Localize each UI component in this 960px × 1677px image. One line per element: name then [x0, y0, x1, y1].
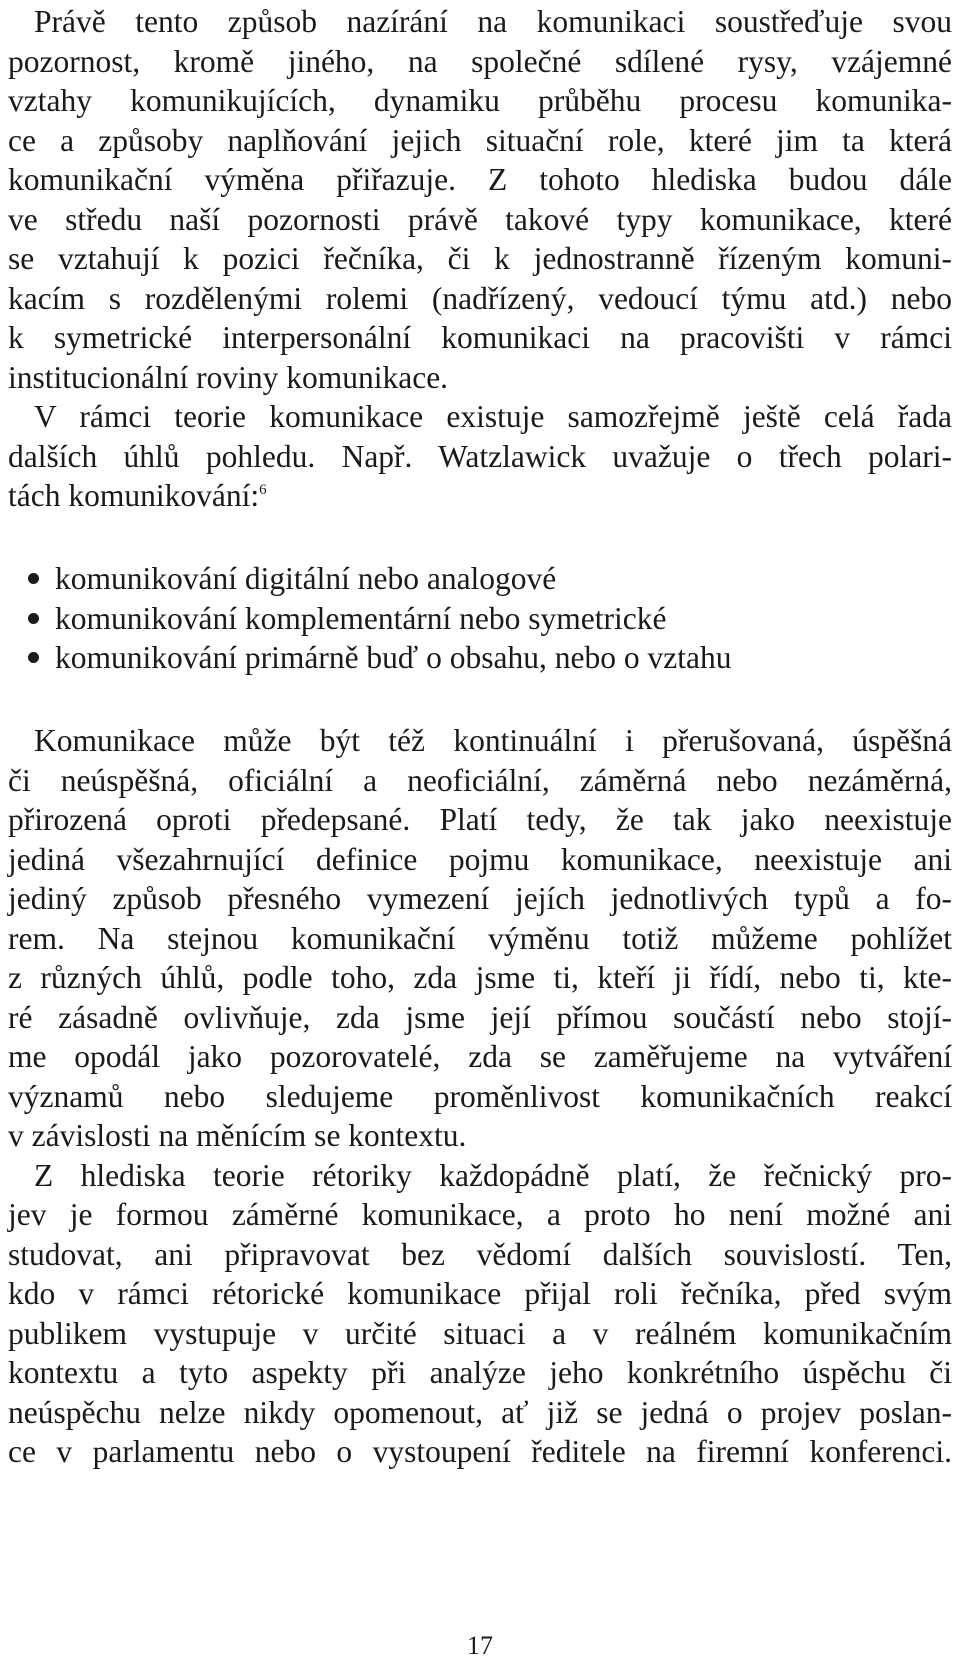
- list-item-text: komunikování primárně buď o obsahu, nebo o vztahu: [55, 640, 732, 675]
- text-line: Z hlediska teorie rétoriky každopádně platí, že řečnický pro-: [34, 1158, 952, 1193]
- text-line: z různých úhlů, podle toho, zda jsme ti, kteří ji řídí, nebo ti, kte-: [8, 960, 952, 995]
- bullet-icon: [28, 613, 39, 624]
- text-line: vztahy komunikujících, dynamiku průběhu procesu komunika-: [8, 83, 952, 118]
- text-line: neúspěchu nelze nikdy opomenout, ať již se jedná o projev poslan-: [8, 1395, 952, 1430]
- text-line: či neúspěšná, oficiální a neoficiální, záměrná nebo nezáměrná,: [8, 763, 952, 798]
- text-line: kontextu a tyto aspekty při analýze jeho konkrétního úspěchu či: [8, 1355, 952, 1390]
- page-number: 17: [467, 1631, 493, 1660]
- text-line: publikem vystupuje v určité situaci a v reálném komunikačním: [8, 1316, 952, 1351]
- text-line: jev je formou záměrné komunikace, a proto ho není možné ani: [8, 1197, 952, 1232]
- text-line: významů nebo sledujeme proměnlivost komunikačních reakcí: [8, 1079, 952, 1114]
- text-line: komunikační výměna přiřazuje. Z tohoto hlediska budou dále: [8, 162, 952, 197]
- text-line: me opodál jako pozorovatelé, zda se zaměřujeme na vytváření: [8, 1039, 952, 1074]
- text-line: V rámci teorie komunikace existuje samozřejmě ještě celá řada: [34, 399, 952, 434]
- bullet-icon: [28, 573, 39, 584]
- text-line: Komunikace může být též kontinuální i přerušovaná, úspěšná: [34, 723, 952, 758]
- text-line: [8, 474, 952, 518]
- text-line: ve středu naší pozornosti právě takové typy komunikace, které: [8, 202, 952, 237]
- text-line: v závislosti na měnícím se kontextu.: [8, 1118, 467, 1153]
- text-line-content: tách komunikování:: [8, 478, 260, 513]
- text-line: kacím s rozdělenými rolemi (nadřízený, vedoucí týmu atd.) nebo: [8, 281, 952, 316]
- list-item: [8, 636, 731, 680]
- text-line: ce a způsoby naplňování jejich situační role, které jim ta která: [8, 123, 952, 158]
- text-line: ré zásadně ovlivňuje, zda jsme její přímou součástí nebo stojí-: [8, 1000, 952, 1035]
- bullet-icon: [28, 652, 39, 663]
- text-line: dalších úhlů pohledu. Např. Watzlawick uvažuje o třech polari-: [8, 439, 952, 474]
- text-line: jediná všezahrnující definice pojmu komunikace, neexistuje ani: [8, 842, 952, 877]
- text-line: Právě tento způsob nazírání na komunikaci soustřeďuje svou: [34, 4, 952, 39]
- list-item: [8, 597, 666, 641]
- text-line: pozornost, kromě jiného, na společné sdílené rysy, vzájemné: [8, 44, 952, 79]
- text-line: studovat, ani připravovat bez vědomí dalších souvislostí. Ten,: [8, 1237, 952, 1272]
- list-item-text: komunikování komplementární nebo symetrické: [55, 601, 667, 636]
- text-line: se vztahují k pozici řečníka, či k jednostranně řízeným komuni-: [8, 241, 952, 276]
- text-line: rem. Na stejnou komunikační výměnu totiž můžeme pohlížet: [8, 921, 952, 956]
- text-line: jediný způsob přesného vymezení jejích jednotlivých typů a fo-: [8, 881, 952, 916]
- text-line: kdo v rámci rétorické komunikace přijal roli řečníka, před svým: [8, 1276, 952, 1311]
- text-line: ce v parlamentu nebo o vystoupení ředitele na firemní konferenci.: [8, 1434, 952, 1469]
- list-item: [8, 557, 556, 601]
- footnote-marker: 6: [259, 482, 267, 498]
- list-item-text: komunikování digitální nebo analogové: [55, 561, 557, 596]
- text-line: k symetrické interpersonální komunikaci na pracovišti v rámci: [8, 320, 952, 355]
- text-line: institucionální roviny komunikace.: [8, 360, 449, 395]
- text-line: přirozená oproti předepsané. Platí tedy, že tak jako neexistuje: [8, 802, 952, 837]
